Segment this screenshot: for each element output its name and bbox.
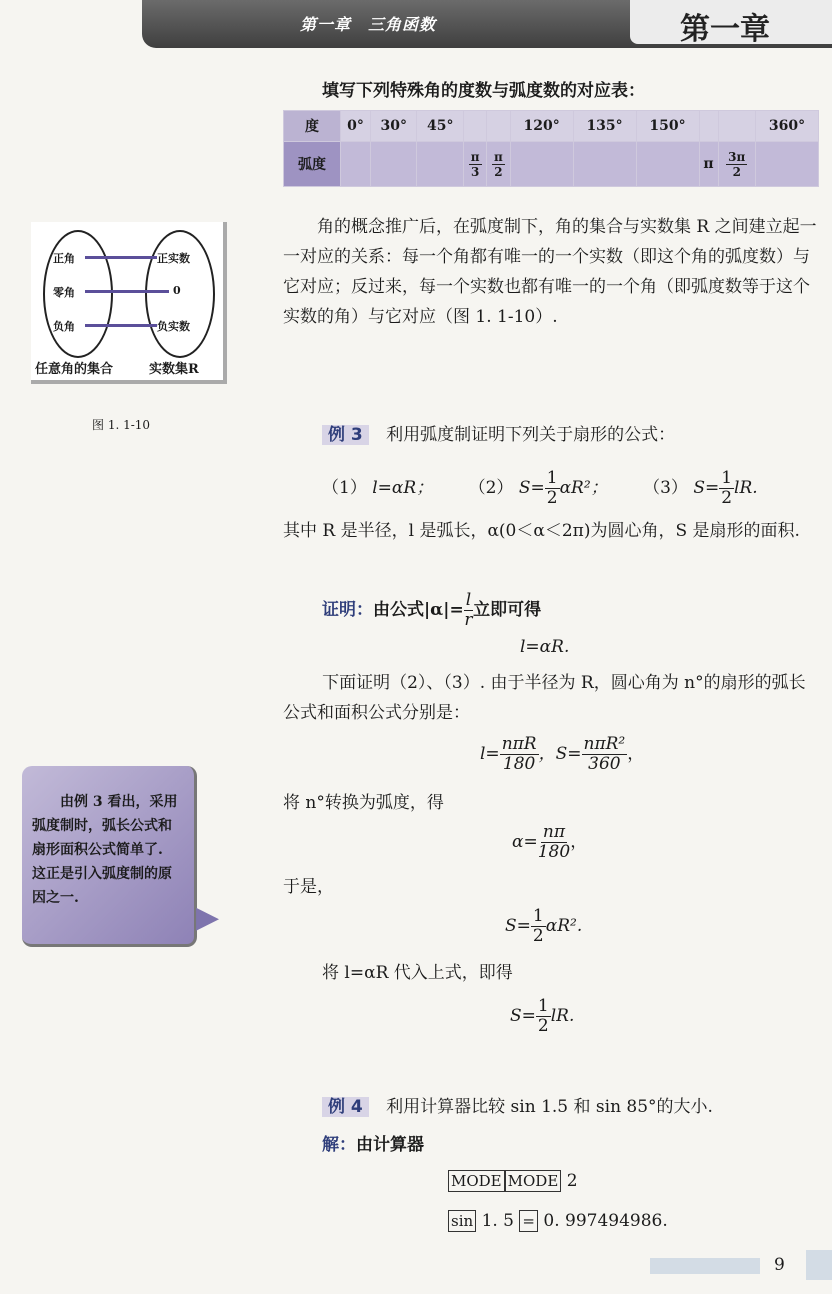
- so-line: 于是，: [283, 877, 334, 897]
- example-4-label: 例 4: [322, 1097, 369, 1117]
- example-4-text: 利用计算器比较 sin 1.5 和 sin 85°的大小.: [386, 1097, 713, 1117]
- frac-num: nπR: [501, 734, 537, 754]
- calculator-sin-line: [448, 1206, 668, 1236]
- area-result-1: [505, 908, 582, 945]
- substitute-line: 将 l=αR 代入上式，即得: [322, 963, 513, 983]
- frac-den: 360: [588, 754, 621, 774]
- radian-cell: [718, 142, 755, 187]
- frac-num: l: [465, 590, 472, 610]
- alpha-post: ，: [570, 832, 588, 852]
- radian-cell: [463, 142, 486, 187]
- calculator-result: 0. 997494986.: [543, 1211, 668, 1231]
- degree-cell: 360°: [755, 111, 818, 142]
- degree-cell: [699, 111, 718, 142]
- s2-half: [536, 998, 551, 1035]
- degree-cell: [718, 111, 755, 142]
- formula-1: l=αR；: [372, 478, 434, 498]
- frac-den: 3: [470, 164, 480, 179]
- figure-caption: 图 1. 1-10: [92, 418, 151, 432]
- mode-argument: 2: [566, 1171, 578, 1191]
- calculator-mode-line: [448, 1166, 578, 1196]
- angle-set-caption: 任意角的集合: [35, 362, 114, 377]
- solution-label: 解：: [322, 1135, 356, 1155]
- degree-cell: [463, 111, 486, 142]
- degree-cell: 45°: [417, 111, 463, 142]
- area-fraction: [582, 736, 628, 773]
- radian-cell: [636, 142, 699, 187]
- mapping-line-zero: [85, 290, 169, 293]
- proof-label: 证明：: [322, 600, 373, 620]
- degree-cell: 30°: [371, 111, 417, 142]
- arc-area-formulas: [480, 736, 644, 773]
- convert-line: 将 n°转换为弧度，得: [283, 793, 444, 813]
- frac-num: π: [494, 149, 503, 164]
- formula-2-half: [545, 470, 560, 507]
- negative-real-label: 负实数: [157, 320, 190, 333]
- formula-3-rhs: lR.: [734, 478, 758, 498]
- mapping-figure: [31, 222, 227, 384]
- positive-angle-label: 正角: [53, 252, 75, 265]
- formula-3-number: （3）: [643, 478, 688, 498]
- frac-num: 1: [721, 468, 733, 488]
- frac-den: 2: [537, 1016, 549, 1036]
- arc-fraction: [500, 736, 539, 773]
- mapping-line-positive: [85, 256, 157, 259]
- sin-argument: 1. 5: [481, 1211, 515, 1231]
- frac-den: 2: [732, 164, 741, 179]
- radian-row: [284, 142, 819, 187]
- formula-1-number: （1）: [322, 478, 367, 498]
- area-lhs: ，S=: [538, 744, 582, 764]
- solution-line: [322, 1130, 424, 1160]
- negative-angle-label: 负角: [53, 320, 75, 333]
- degree-radian-table: [283, 110, 819, 187]
- zero-angle-label: 零角: [53, 286, 75, 299]
- example-3-text: 利用弧度制证明下列关于扇形的公式：: [386, 425, 676, 445]
- chapter-title: 第一章 三角函数: [300, 15, 437, 34]
- frac-den: 2: [546, 488, 558, 508]
- radian-cell: [487, 142, 510, 187]
- proof-formula: 由公式|α|=: [373, 600, 464, 620]
- solution-text: 由计算器: [356, 1135, 424, 1155]
- s1-half: [531, 908, 546, 945]
- degree-cell: [487, 111, 510, 142]
- frac-num: 1: [546, 468, 558, 488]
- mode-key: MODE: [448, 1170, 505, 1192]
- frac-den: 180: [537, 842, 571, 862]
- radian-cell: π: [699, 142, 718, 187]
- frac-num: nπR²: [583, 734, 626, 754]
- s2-lhs: S=: [510, 1006, 536, 1026]
- proof-fraction: [464, 592, 473, 629]
- chapter-badge-text: 第一章: [680, 12, 770, 47]
- frac-den: 2: [532, 926, 544, 946]
- formula-3-half: [719, 470, 734, 507]
- alpha-formula: [512, 824, 587, 861]
- mode-key: MODE: [505, 1170, 562, 1192]
- radian-fraction: [469, 151, 482, 178]
- formula-3-lhs: S=: [693, 478, 720, 498]
- frac-den: 2: [494, 164, 503, 179]
- concept-paragraph: 角的概念推广后，在弧度制下，角的集合与实数集 R 之间建立起一一对应的关系：每一个角都有唯一的一个实数（即这个角的弧度数）与它对应；反过来，每一个实数也都有唯一的一个角（即弧度数等于这个实数的角）与它对应（图 1. 1-10）.: [283, 217, 817, 327]
- real-set-caption: 实数集R: [149, 362, 199, 377]
- s1-rhs: αR².: [545, 916, 583, 936]
- area-post: ，: [627, 744, 645, 764]
- radian-cell: [510, 142, 573, 187]
- s2-rhs: lR.: [550, 1006, 575, 1026]
- degree-cell: 0°: [341, 111, 371, 142]
- positive-real-label: 正实数: [157, 252, 190, 265]
- frac-den: 180: [502, 754, 536, 774]
- radian-fraction: [726, 151, 747, 178]
- formula-2-lhs: S=: [518, 478, 545, 498]
- table-prompt: 填写下列特殊角的度数与弧度数的对应表：: [322, 81, 645, 101]
- radian-cell: [573, 142, 636, 187]
- proof-line: [322, 592, 541, 629]
- frac-num: π: [470, 149, 480, 164]
- radian-head: 弧度: [284, 142, 341, 187]
- frac-num: 1: [537, 996, 549, 1016]
- proof-next-paragraph: 下面证明（2）、（3）. 由于半径为 R，圆心角为 n°的扇形的弧长公式和面积公式分别是：: [283, 673, 806, 723]
- frac-num: 3π: [728, 149, 746, 164]
- radian-cell: [341, 142, 371, 187]
- alpha-fraction: [538, 824, 570, 861]
- formula-2-rhs: αR²；: [559, 478, 608, 498]
- formula-2-number: （2）: [468, 478, 514, 498]
- frac-den: r: [464, 610, 473, 630]
- zero-real-label: 0: [173, 284, 181, 297]
- example-4-heading: [322, 1092, 713, 1122]
- arc-lhs: l=: [480, 744, 500, 764]
- equals-key: =: [519, 1210, 538, 1232]
- sin-key: sin: [448, 1210, 476, 1232]
- degree-cell: 135°: [573, 111, 636, 142]
- example-3-heading: [322, 420, 675, 450]
- footer-decoration: [650, 1258, 760, 1274]
- degree-head: 度: [284, 111, 341, 142]
- radian-fraction: [492, 151, 505, 178]
- side-note-arrow-icon: ▶: [196, 900, 220, 935]
- page-number: 9: [774, 1255, 785, 1275]
- side-note-text: 由例 3 看出，采用弧度制时，弧长公式和扇形面积公式简单了. 这正是引入弧度制的原因之一.: [32, 794, 178, 906]
- area-result-2: [510, 998, 574, 1035]
- degree-row: [284, 111, 819, 142]
- degree-cell: 150°: [636, 111, 699, 142]
- degree-cell: 120°: [510, 111, 573, 142]
- frac-num: nπ: [542, 822, 566, 842]
- proof-text: 立即可得: [473, 600, 542, 620]
- alpha-lhs: α=: [512, 832, 538, 852]
- mapping-line-negative: [85, 324, 157, 327]
- footer-tab: [806, 1250, 832, 1280]
- radian-cell: [417, 142, 463, 187]
- example-3-label: 例 3: [322, 425, 369, 445]
- example-3-formulas: [322, 470, 758, 507]
- example-3-definitions: 其中 R 是半径，l 是弧长，α(0＜α＜2π)为圆心角，S 是扇形的面积.: [283, 521, 800, 541]
- frac-num: 1: [532, 906, 544, 926]
- s1-lhs: S=: [505, 916, 531, 936]
- radian-cell: [371, 142, 417, 187]
- proof-result: l=αR.: [520, 637, 570, 657]
- frac-den: 2: [721, 488, 733, 508]
- radian-cell: [755, 142, 818, 187]
